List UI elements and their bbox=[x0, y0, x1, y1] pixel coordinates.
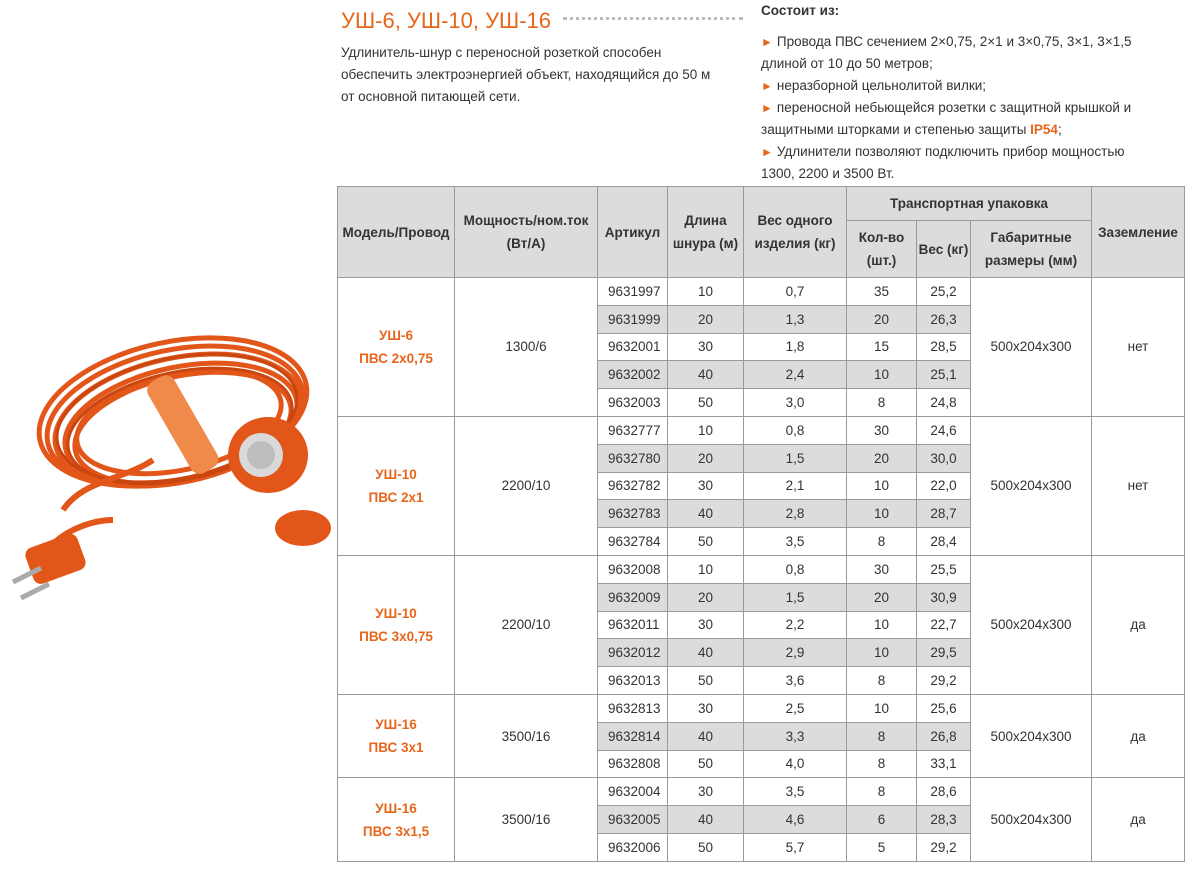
weight-cell: 0,8 bbox=[744, 416, 847, 444]
pack-weight-cell: 25,1 bbox=[917, 361, 971, 389]
table-row bbox=[338, 416, 1185, 444]
article-cell: 9632008 bbox=[598, 555, 668, 583]
table-row bbox=[338, 278, 1185, 306]
weight-cell: 2,4 bbox=[744, 361, 847, 389]
length-cell: 30 bbox=[668, 611, 744, 639]
wire-type: ПВС 2х1 bbox=[368, 489, 424, 505]
model-cell bbox=[338, 778, 455, 861]
model-name: УШ-10 bbox=[375, 605, 417, 621]
weight-cell: 2,8 bbox=[744, 500, 847, 528]
bullet-icon: ► bbox=[761, 35, 773, 49]
article-cell: 9632777 bbox=[598, 416, 668, 444]
model-name: УШ-16 bbox=[375, 717, 417, 733]
length-cell: 30 bbox=[668, 694, 744, 722]
bullet-icon: ► bbox=[761, 145, 773, 159]
article-cell: 9632009 bbox=[598, 583, 668, 611]
qty-cell: 20 bbox=[847, 444, 917, 472]
model-name: УШ-16 bbox=[375, 800, 417, 816]
article-cell: 9632004 bbox=[598, 778, 668, 806]
pack-weight-cell: 25,2 bbox=[917, 278, 971, 306]
length-cell: 40 bbox=[668, 722, 744, 750]
qty-cell: 8 bbox=[847, 528, 917, 556]
composition-item-text: неразборной цельнолитой вилки; bbox=[776, 78, 987, 93]
article-cell: 9632808 bbox=[598, 750, 668, 778]
model-cell bbox=[338, 416, 455, 555]
qty-cell: 8 bbox=[847, 667, 917, 695]
article-cell: 9631997 bbox=[598, 278, 668, 306]
article-cell: 9632780 bbox=[598, 444, 668, 472]
weight-cell: 5,7 bbox=[744, 833, 847, 861]
extension-cord-image bbox=[3, 330, 333, 615]
intro-text: Удлинитель-шнур с переносной розеткой способен обеспечить электроэнергией объект, находящийся до 50 м от основной питающей сети. bbox=[341, 45, 711, 104]
table-row bbox=[338, 778, 1185, 806]
bullet-icon: ► bbox=[761, 101, 773, 115]
weight-cell: 3,5 bbox=[744, 528, 847, 556]
length-cell: 20 bbox=[668, 305, 744, 333]
col-header-weight: Вес одного изделия (кг) bbox=[744, 187, 847, 278]
weight-cell: 3,5 bbox=[744, 778, 847, 806]
length-cell: 10 bbox=[668, 555, 744, 583]
col-header-dimensions: Габаритные размеры (мм) bbox=[971, 221, 1092, 278]
article-cell: 9632012 bbox=[598, 639, 668, 667]
weight-cell: 2,1 bbox=[744, 472, 847, 500]
col-header-model: Модель/Провод bbox=[338, 187, 455, 278]
dimensions-cell: 500х204х300 bbox=[971, 416, 1092, 555]
ip-rating: IP54 bbox=[1030, 122, 1058, 137]
model-cell bbox=[338, 694, 455, 777]
col-header-grounding: Заземление bbox=[1092, 187, 1185, 278]
pack-weight-cell: 30,9 bbox=[917, 583, 971, 611]
qty-cell: 35 bbox=[847, 278, 917, 306]
article-cell: 9631999 bbox=[598, 305, 668, 333]
composition-heading: Состоит из: bbox=[761, 3, 840, 18]
qty-cell: 8 bbox=[847, 778, 917, 806]
pack-weight-cell: 28,4 bbox=[917, 528, 971, 556]
article-cell: 9632814 bbox=[598, 722, 668, 750]
qty-cell: 10 bbox=[847, 500, 917, 528]
pack-weight-cell: 24,6 bbox=[917, 416, 971, 444]
length-cell: 50 bbox=[668, 833, 744, 861]
weight-cell: 1,5 bbox=[744, 583, 847, 611]
qty-cell: 10 bbox=[847, 611, 917, 639]
dimensions-cell: 500х204х300 bbox=[971, 778, 1092, 861]
length-cell: 40 bbox=[668, 500, 744, 528]
composition-item-text: Провода ПВС сечением 2×0,75, 2×1 и 3×0,75, 3×1, 3×1,5 длиной от 10 до 50 метров; bbox=[761, 34, 1132, 71]
col-header-transport: Транспортная упаковка bbox=[847, 187, 1092, 221]
qty-cell: 30 bbox=[847, 416, 917, 444]
length-cell: 20 bbox=[668, 583, 744, 611]
pack-weight-cell: 22,7 bbox=[917, 611, 971, 639]
power-cell: 3500/16 bbox=[455, 778, 598, 861]
qty-cell: 6 bbox=[847, 806, 917, 834]
pack-weight-cell: 29,2 bbox=[917, 833, 971, 861]
article-cell: 9632005 bbox=[598, 806, 668, 834]
length-cell: 50 bbox=[668, 528, 744, 556]
weight-cell: 1,5 bbox=[744, 444, 847, 472]
qty-cell: 20 bbox=[847, 305, 917, 333]
article-cell: 9632784 bbox=[598, 528, 668, 556]
pack-weight-cell: 28,6 bbox=[917, 778, 971, 806]
pack-weight-cell: 28,5 bbox=[917, 333, 971, 361]
article-cell: 9632813 bbox=[598, 694, 668, 722]
qty-cell: 10 bbox=[847, 694, 917, 722]
col-header-length: Длина шнура (м) bbox=[668, 187, 744, 278]
qty-cell: 20 bbox=[847, 583, 917, 611]
composition-item-text: переносной небьющейся розетки с защитной крышкой и защитными шторками и степенью защиты bbox=[761, 100, 1132, 137]
pack-weight-cell: 24,8 bbox=[917, 389, 971, 417]
pack-weight-cell: 29,2 bbox=[917, 667, 971, 695]
length-cell: 30 bbox=[668, 778, 744, 806]
power-cell: 1300/6 bbox=[455, 278, 598, 417]
pack-weight-cell: 26,3 bbox=[917, 305, 971, 333]
weight-cell: 2,5 bbox=[744, 694, 847, 722]
length-cell: 20 bbox=[668, 444, 744, 472]
qty-cell: 15 bbox=[847, 333, 917, 361]
composition-item-text: Удлинители позволяют подключить прибор мощностью 1300, 2200 и 3500 Вт. bbox=[761, 144, 1125, 181]
length-cell: 10 bbox=[668, 278, 744, 306]
pack-weight-cell: 29,5 bbox=[917, 639, 971, 667]
article-cell: 9632002 bbox=[598, 361, 668, 389]
article-cell: 9632013 bbox=[598, 667, 668, 695]
title-text: УШ-6, УШ-10, УШ-16 bbox=[341, 8, 552, 33]
weight-cell: 0,7 bbox=[744, 278, 847, 306]
pack-weight-cell: 33,1 bbox=[917, 750, 971, 778]
page-title bbox=[341, 8, 743, 34]
wire-type: ПВС 2х0,75 bbox=[359, 350, 433, 366]
title-divider bbox=[563, 17, 743, 28]
qty-cell: 30 bbox=[847, 555, 917, 583]
grounding-cell: да bbox=[1092, 694, 1185, 777]
weight-cell: 0,8 bbox=[744, 555, 847, 583]
composition-item-suffix: ; bbox=[1057, 122, 1062, 137]
composition-item bbox=[761, 31, 1161, 75]
pack-weight-cell: 28,7 bbox=[917, 500, 971, 528]
spec-table bbox=[337, 186, 1185, 862]
pack-weight-cell: 30,0 bbox=[917, 444, 971, 472]
qty-cell: 10 bbox=[847, 639, 917, 667]
col-header-power: Мощность/ном.ток (Вт/А) bbox=[455, 187, 598, 278]
length-cell: 30 bbox=[668, 472, 744, 500]
composition-item bbox=[761, 75, 1161, 97]
pack-weight-cell: 28,3 bbox=[917, 806, 971, 834]
weight-cell: 1,8 bbox=[744, 333, 847, 361]
article-cell: 9632783 bbox=[598, 500, 668, 528]
composition-item bbox=[761, 97, 1161, 141]
pack-weight-cell: 22,0 bbox=[917, 472, 971, 500]
weight-cell: 3,3 bbox=[744, 722, 847, 750]
composition-item bbox=[761, 141, 1161, 185]
composition-block bbox=[761, 0, 1161, 185]
model-name: УШ-10 bbox=[375, 466, 417, 482]
length-cell: 30 bbox=[668, 333, 744, 361]
qty-cell: 8 bbox=[847, 389, 917, 417]
power-cell: 2200/10 bbox=[455, 555, 598, 694]
qty-cell: 8 bbox=[847, 750, 917, 778]
length-cell: 50 bbox=[668, 389, 744, 417]
weight-cell: 2,2 bbox=[744, 611, 847, 639]
model-cell bbox=[338, 555, 455, 694]
power-cell: 2200/10 bbox=[455, 416, 598, 555]
length-cell: 40 bbox=[668, 639, 744, 667]
dimensions-cell: 500х204х300 bbox=[971, 694, 1092, 777]
weight-cell: 4,6 bbox=[744, 806, 847, 834]
article-cell: 9632782 bbox=[598, 472, 668, 500]
qty-cell: 8 bbox=[847, 722, 917, 750]
pack-weight-cell: 25,6 bbox=[917, 694, 971, 722]
length-cell: 50 bbox=[668, 667, 744, 695]
col-header-pack-weight: Вес (кг) bbox=[917, 221, 971, 278]
article-cell: 9632003 bbox=[598, 389, 668, 417]
col-header-qty: Кол-во (шт.) bbox=[847, 221, 917, 278]
length-cell: 40 bbox=[668, 806, 744, 834]
pack-weight-cell: 26,8 bbox=[917, 722, 971, 750]
power-cell: 3500/16 bbox=[455, 694, 598, 777]
wire-type: ПВС 3х0,75 bbox=[359, 628, 433, 644]
weight-cell: 3,6 bbox=[744, 667, 847, 695]
qty-cell: 5 bbox=[847, 833, 917, 861]
length-cell: 40 bbox=[668, 361, 744, 389]
weight-cell: 4,0 bbox=[744, 750, 847, 778]
article-cell: 9632006 bbox=[598, 833, 668, 861]
wire-type: ПВС 3х1 bbox=[368, 740, 424, 756]
weight-cell: 1,3 bbox=[744, 305, 847, 333]
grounding-cell: нет bbox=[1092, 416, 1185, 555]
col-header-article: Артикул bbox=[598, 187, 668, 278]
grounding-cell: да bbox=[1092, 778, 1185, 861]
grounding-cell: нет bbox=[1092, 278, 1185, 417]
length-cell: 50 bbox=[668, 750, 744, 778]
weight-cell: 2,9 bbox=[744, 639, 847, 667]
pack-weight-cell: 25,5 bbox=[917, 555, 971, 583]
weight-cell: 3,0 bbox=[744, 389, 847, 417]
qty-cell: 10 bbox=[847, 472, 917, 500]
grounding-cell: да bbox=[1092, 555, 1185, 694]
article-cell: 9632011 bbox=[598, 611, 668, 639]
article-cell: 9632001 bbox=[598, 333, 668, 361]
model-cell bbox=[338, 278, 455, 417]
wire-type: ПВС 3х1,5 bbox=[362, 823, 430, 839]
bullet-icon: ► bbox=[761, 79, 773, 93]
dimensions-cell: 500х204х300 bbox=[971, 555, 1092, 694]
model-name: УШ-6 bbox=[379, 327, 413, 343]
qty-cell: 10 bbox=[847, 361, 917, 389]
dimensions-cell: 500х204х300 bbox=[971, 278, 1092, 417]
table-row bbox=[338, 694, 1185, 722]
length-cell: 10 bbox=[668, 416, 744, 444]
table-row bbox=[338, 555, 1185, 583]
